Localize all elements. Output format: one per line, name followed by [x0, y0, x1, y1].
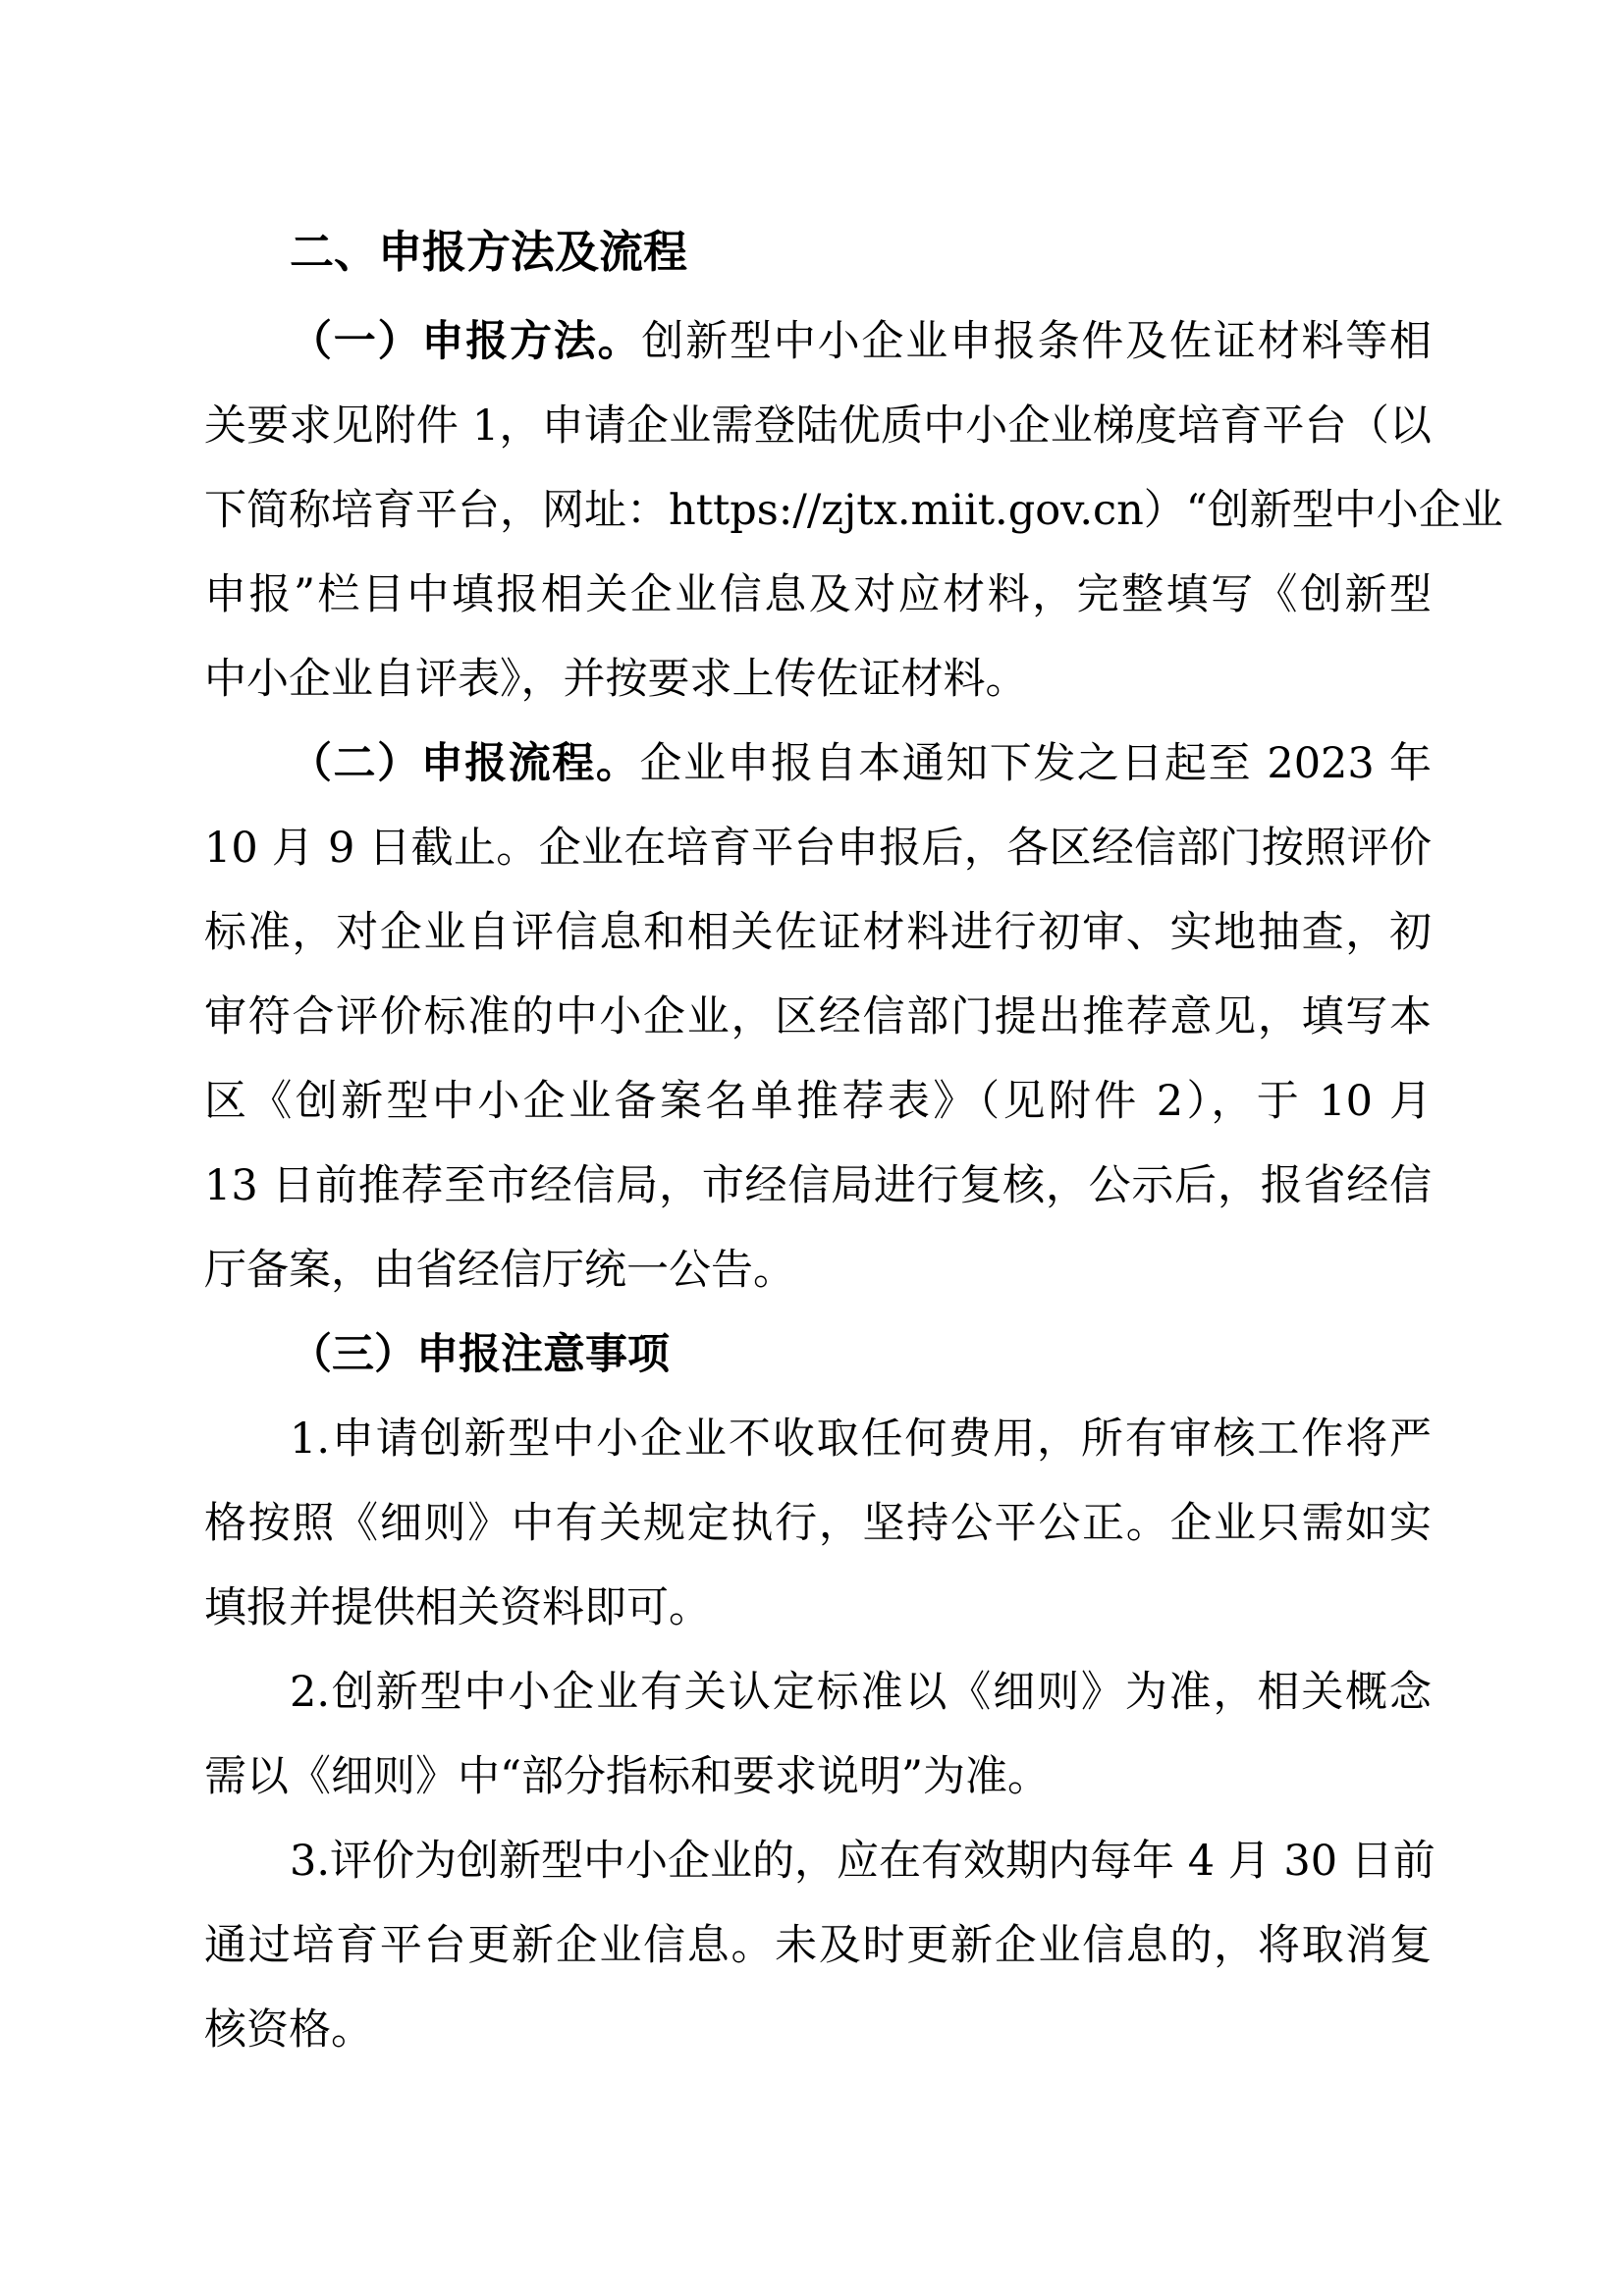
section2-line: 区《创新型中小企业备案名单推荐表》（见附件 2），于 10 月 [204, 1077, 1432, 1126]
section1-line: 中小企业自评表》，并按要求上传佐证材料。 [204, 655, 1028, 704]
section1-line: 申报”栏目中填报相关企业信息及对应材料，完整填写《创新型 [204, 570, 1432, 619]
section1-line: 关要求见附件 1，申请企业需登陆优质中小企业梯度培育平台（以 [204, 401, 1432, 451]
section3-item-line: 需以《细则》中“部分指标和要求说明”为准。 [204, 1752, 1050, 1801]
section2-line: 厅备案，由省经信厅统一公告。 [204, 1246, 795, 1295]
section1-line: 创新型中小企业申报条件及佐证材料等相 [641, 317, 1433, 366]
section1-first-line [290, 312, 1432, 371]
section2-line: 标准，对企业自评信息和相关佐证材料进行初审、实地抽查，初 [204, 908, 1432, 957]
section3-item-line: 核资格。 [204, 2005, 373, 2055]
section-heading: 二、申报方法及流程 [290, 226, 688, 278]
section3-label: （三）申报注意事项 [290, 1330, 670, 1379]
section1-line: 下简称培育平台，网址：https://zjtx.miit.gov.cn）“创新型中小企业 [204, 486, 1503, 535]
section1-label: （一）申报方法。 [290, 317, 642, 366]
section3-item-line: 2.创新型中小企业有关认定标准以《细则》为准，相关概念 [290, 1668, 1432, 1717]
section2-label: （二）申报流程。 [290, 739, 640, 788]
section2-first-line [290, 734, 1432, 793]
section2-line: 审符合评价标准的中小企业，区经信部门提出推荐意见，填写本 [204, 992, 1432, 1041]
section3-item-line: 填报并提供相关资料即可。 [204, 1583, 711, 1632]
section2-line: 10 月 9 日截止。企业在培育平台申报后，各区经信部门按照评价 [204, 824, 1432, 873]
section2-line: 企业申报自本通知下发之日起至 2023 年 [639, 739, 1432, 788]
section3-item-line: 格按照《细则》中有关规定执行，坚持公平公正。企业只需如实 [204, 1499, 1432, 1548]
section3-item-line: 通过培育平台更新企业信息。未及时更新企业信息的，将取消复 [204, 1921, 1432, 1970]
section3-item-line: 1.申请创新型中小企业不收取任何费用，所有审核工作将严 [290, 1415, 1432, 1464]
section2-line: 13 日前推荐至市经信局，市经信局进行复核，公示后，报省经信 [204, 1161, 1432, 1210]
section3-item-line: 3.评价为创新型中小企业的，应在有效期内每年 4 月 30 日前 [290, 1837, 1435, 1886]
